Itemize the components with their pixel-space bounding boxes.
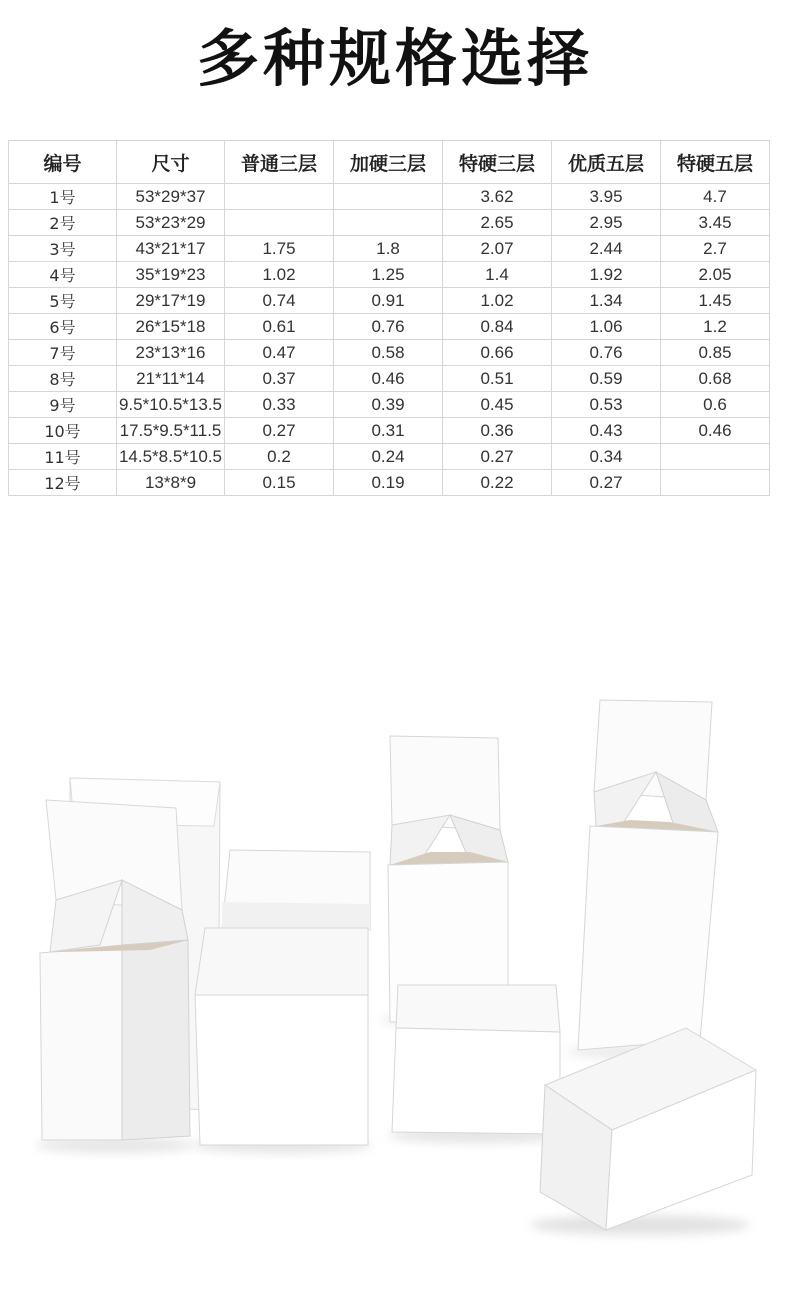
cell-hardened-3-layer: 0.24 [334, 444, 443, 470]
cell-number: 3号 [9, 236, 117, 262]
box-middle-back [222, 850, 370, 930]
table-row [9, 262, 770, 288]
cell-extra-hard-5-layer [661, 444, 770, 470]
cell-premium-5-layer: 1.34 [552, 288, 661, 314]
cell-premium-5-layer: 0.34 [552, 444, 661, 470]
cell-hardened-3-layer: 0.91 [334, 288, 443, 314]
table-row [9, 444, 770, 470]
cell-number: 11号 [9, 444, 117, 470]
cell-extra-hard-5-layer: 0.6 [661, 392, 770, 418]
cell-premium-5-layer: 0.76 [552, 340, 661, 366]
cell-hardened-3-layer: 0.19 [334, 470, 443, 496]
cell-premium-5-layer: 2.44 [552, 236, 661, 262]
cell-hardened-3-layer: 1.8 [334, 236, 443, 262]
box-left-open [35, 800, 195, 1153]
cell-premium-5-layer: 1.92 [552, 262, 661, 288]
cell-number: 9号 [9, 392, 117, 418]
cell-size: 23*13*16 [117, 340, 225, 366]
box-center-open [380, 736, 520, 1026]
cell-regular-3-layer [225, 210, 334, 236]
cell-extra-hard-3-layer: 0.45 [443, 392, 552, 418]
cell-number: 10号 [9, 418, 117, 444]
cell-regular-3-layer: 0.33 [225, 392, 334, 418]
cell-hardened-3-layer: 0.46 [334, 366, 443, 392]
cell-extra-hard-5-layer: 4.7 [661, 184, 770, 210]
table-row [9, 314, 770, 340]
table-row [9, 288, 770, 314]
header-size: 尺寸 [117, 141, 225, 184]
cell-extra-hard-3-layer: 0.27 [443, 444, 552, 470]
box-right-front [530, 1028, 756, 1235]
cell-premium-5-layer: 0.59 [552, 366, 661, 392]
table-row [9, 184, 770, 210]
cell-hardened-3-layer: 0.31 [334, 418, 443, 444]
cell-extra-hard-5-layer: 0.46 [661, 418, 770, 444]
cell-number: 5号 [9, 288, 117, 314]
page-title: 多种规格选择 [196, 22, 593, 95]
table-row [9, 210, 770, 236]
cell-number: 6号 [9, 314, 117, 340]
cell-extra-hard-3-layer: 0.84 [443, 314, 552, 340]
cell-extra-hard-5-layer: 0.85 [661, 340, 770, 366]
cell-number: 8号 [9, 366, 117, 392]
table-row [9, 340, 770, 366]
cell-size: 35*19*23 [117, 262, 225, 288]
cell-extra-hard-5-layer: 3.45 [661, 210, 770, 236]
cell-regular-3-layer: 0.47 [225, 340, 334, 366]
cell-premium-5-layer: 0.43 [552, 418, 661, 444]
cell-number: 7号 [9, 340, 117, 366]
cell-size: 17.5*9.5*11.5 [117, 418, 225, 444]
cell-size: 14.5*8.5*10.5 [117, 444, 225, 470]
cell-hardened-3-layer: 0.58 [334, 340, 443, 366]
cell-size: 26*15*18 [117, 314, 225, 340]
cell-number: 1号 [9, 184, 117, 210]
cell-extra-hard-5-layer: 0.68 [661, 366, 770, 392]
table-header-row [9, 141, 770, 184]
cell-extra-hard-3-layer: 2.65 [443, 210, 552, 236]
cell-extra-hard-5-layer: 1.45 [661, 288, 770, 314]
cell-regular-3-layer: 0.61 [225, 314, 334, 340]
cell-hardened-3-layer [334, 210, 443, 236]
cell-extra-hard-3-layer: 0.51 [443, 366, 552, 392]
box-right-tall-open [565, 700, 718, 1058]
cell-regular-3-layer: 0.27 [225, 418, 334, 444]
cell-regular-3-layer [225, 184, 334, 210]
cell-extra-hard-3-layer: 1.02 [443, 288, 552, 314]
cell-regular-3-layer: 0.2 [225, 444, 334, 470]
cell-size: 53*29*37 [117, 184, 225, 210]
table-row [9, 418, 770, 444]
cell-regular-3-layer: 1.75 [225, 236, 334, 262]
cell-extra-hard-3-layer: 3.62 [443, 184, 552, 210]
cell-extra-hard-3-layer: 0.66 [443, 340, 552, 366]
price-table [8, 140, 770, 496]
table-row [9, 366, 770, 392]
cell-size: 29*17*19 [117, 288, 225, 314]
cell-extra-hard-5-layer: 2.05 [661, 262, 770, 288]
cell-hardened-3-layer: 0.39 [334, 392, 443, 418]
cell-number: 12号 [9, 470, 117, 496]
box-middle-front [192, 928, 372, 1153]
table-row [9, 392, 770, 418]
cell-size: 21*11*14 [117, 366, 225, 392]
cell-hardened-3-layer: 1.25 [334, 262, 443, 288]
cell-size: 13*8*9 [117, 470, 225, 496]
cell-regular-3-layer: 1.02 [225, 262, 334, 288]
table-row [9, 470, 770, 496]
header-hardened-3-layer: 加硬三层 [334, 141, 443, 184]
cell-number: 4号 [9, 262, 117, 288]
cell-regular-3-layer: 0.74 [225, 288, 334, 314]
cell-size: 53*23*29 [117, 210, 225, 236]
header-extra-hard-5-layer: 特硬五层 [661, 141, 770, 184]
cell-size: 43*21*17 [117, 236, 225, 262]
cell-hardened-3-layer [334, 184, 443, 210]
cell-extra-hard-5-layer [661, 470, 770, 496]
box-center-low [388, 985, 568, 1143]
cell-size: 9.5*10.5*13.5 [117, 392, 225, 418]
cell-extra-hard-3-layer: 1.4 [443, 262, 552, 288]
cell-extra-hard-5-layer: 1.2 [661, 314, 770, 340]
cell-premium-5-layer: 1.06 [552, 314, 661, 340]
header-number: 编号 [9, 141, 117, 184]
cell-premium-5-layer: 0.53 [552, 392, 661, 418]
cell-premium-5-layer: 0.27 [552, 470, 661, 496]
header-regular-3-layer: 普通三层 [225, 141, 334, 184]
header-premium-5-layer: 优质五层 [552, 141, 661, 184]
cell-extra-hard-3-layer: 2.07 [443, 236, 552, 262]
cell-extra-hard-5-layer: 2.7 [661, 236, 770, 262]
product-photo [0, 640, 790, 1280]
cell-premium-5-layer: 2.95 [552, 210, 661, 236]
cell-regular-3-layer: 0.15 [225, 470, 334, 496]
cell-number: 2号 [9, 210, 117, 236]
cell-premium-5-layer: 3.95 [552, 184, 661, 210]
header-extra-hard-3-layer: 特硬三层 [443, 141, 552, 184]
table-row [9, 236, 770, 262]
cell-regular-3-layer: 0.37 [225, 366, 334, 392]
cell-hardened-3-layer: 0.76 [334, 314, 443, 340]
cell-extra-hard-3-layer: 0.36 [443, 418, 552, 444]
cell-extra-hard-3-layer: 0.22 [443, 470, 552, 496]
